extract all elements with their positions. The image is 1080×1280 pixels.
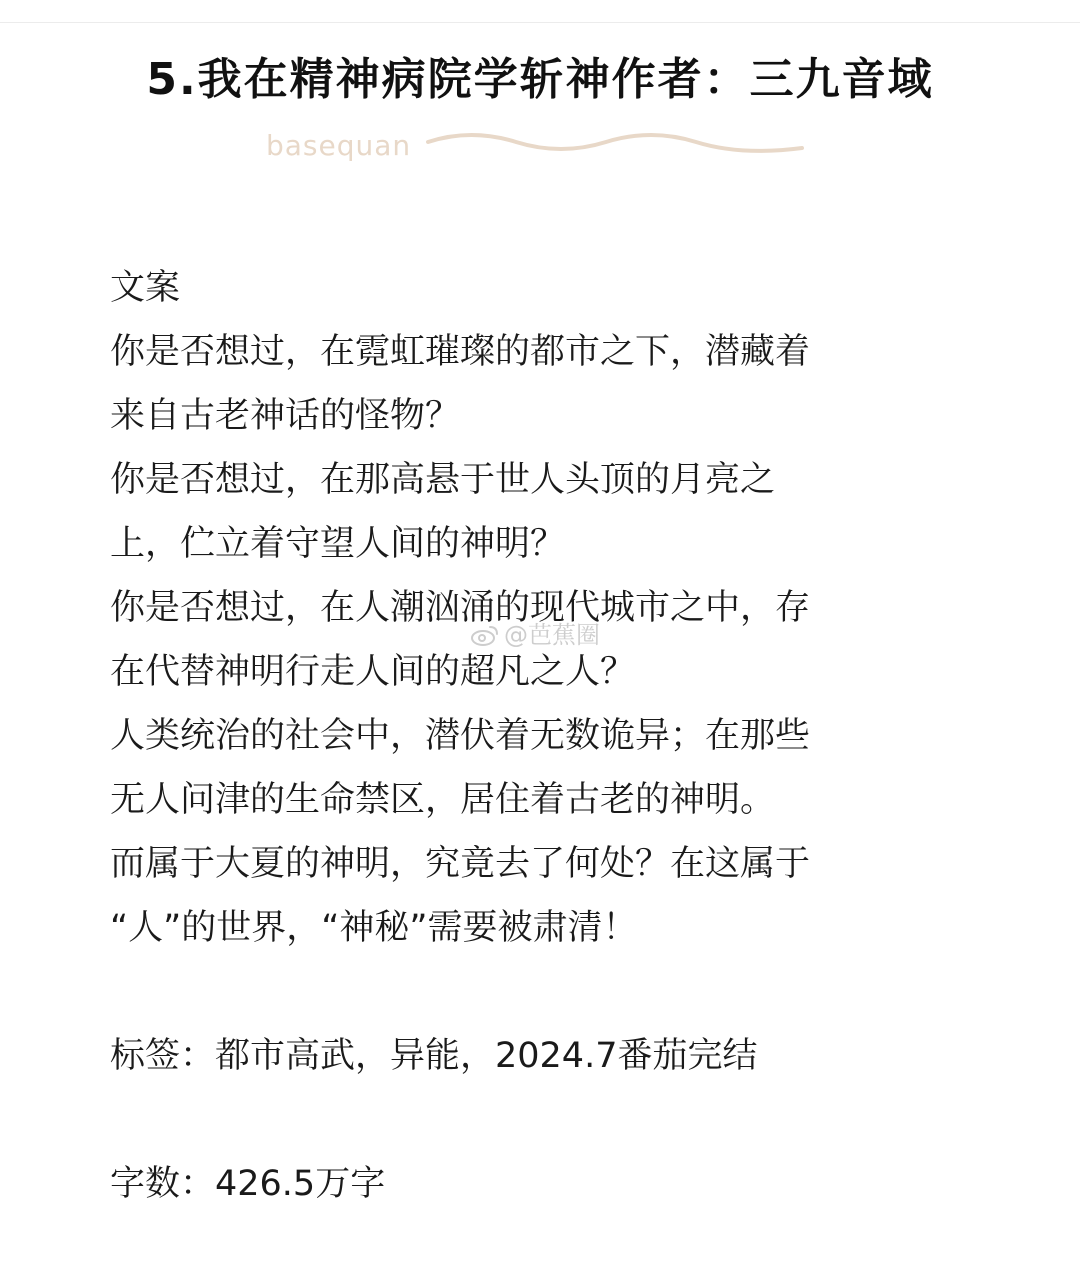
wave-divider-icon <box>426 126 806 166</box>
weibo-icon <box>470 623 500 647</box>
watermark-text: @芭蕉圈 <box>504 621 600 649</box>
body-line: 人类统治的社会中，潜伏着无数诡异；在那些 <box>110 716 811 756</box>
body-line: 你是否想过，在人潮汹涌的现代城市之中，存 <box>110 588 811 628</box>
section-label: 文案 <box>110 268 181 308</box>
body-line: 来自古老神话的怪物？ <box>110 396 461 436</box>
body-line: 在代替神明行走人间的超凡之人？ <box>110 652 636 692</box>
watermark <box>470 620 600 650</box>
word-count-line: 字数：426.5万字 <box>110 1164 386 1204</box>
body-line: 无人问津的生命禁区，居住着古老的神明。 <box>110 780 776 820</box>
spacer <box>110 1088 990 1152</box>
description-body <box>110 256 990 1216</box>
body-line: 上，伫立着守望人间的神明？ <box>110 524 566 564</box>
body-line: 你是否想过，在霓虹璀璨的都市之下，潜藏着 <box>110 332 811 372</box>
page-title: 5.我在精神病院学斩神作者：三九音域 <box>146 54 934 105</box>
spacer <box>110 960 990 1024</box>
tags-line: 标签：都市高武，异能，2024.7番茄完结 <box>110 1036 758 1076</box>
body-line: 你是否想过，在那高悬于世人头顶的月亮之 <box>110 460 776 500</box>
body-line: “人”的世界，“神秘”需要被肃清！ <box>110 908 638 948</box>
body-line: 而属于大夏的神明，究竟去了何处？在这属于 <box>110 844 811 884</box>
brand-decoration <box>266 124 826 168</box>
top-divider <box>0 22 1080 23</box>
brand-text: basequan <box>266 129 412 162</box>
